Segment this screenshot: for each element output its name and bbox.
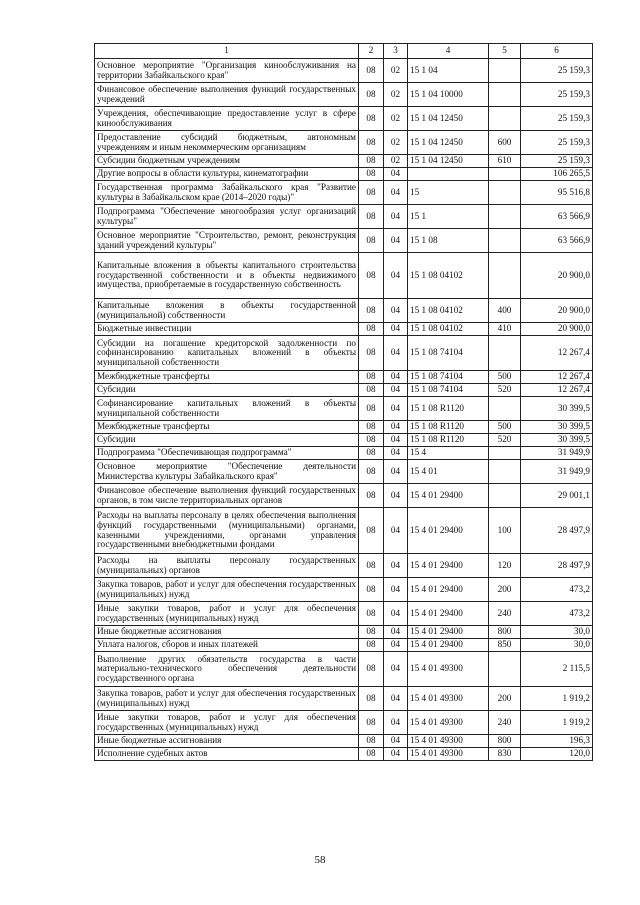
amount-cell: 30 399,5 (521, 434, 593, 447)
amount-cell: 31 949,9 (521, 447, 593, 460)
target-article-cell: 15 1 08 04102 (408, 323, 489, 336)
table-row (95, 83, 593, 107)
table-row (95, 687, 593, 711)
expense-type-cell (489, 652, 521, 687)
amount-cell: 25 159,3 (521, 59, 593, 83)
subsection-code-cell: 04 (384, 652, 408, 687)
column-header: 3 (384, 44, 408, 59)
table-row (95, 652, 593, 687)
column-header: 6 (521, 44, 593, 59)
expense-type-cell (489, 229, 521, 253)
section-code-cell: 08 (359, 336, 384, 371)
section-code-cell: 08 (359, 460, 384, 484)
subsection-code-cell: 04 (384, 735, 408, 748)
table-row (95, 371, 593, 384)
amount-cell: 25 159,3 (521, 131, 593, 155)
expense-type-cell (489, 168, 521, 181)
subsection-code-cell: 04 (384, 253, 408, 299)
table-row (95, 253, 593, 299)
subsection-code-cell: 04 (384, 181, 408, 205)
expense-type-cell: 520 (489, 434, 521, 447)
page-number: 58 (314, 854, 326, 866)
target-article-cell: 15 4 01 49300 (408, 711, 489, 735)
expense-type-cell: 830 (489, 748, 521, 761)
section-code-cell: 08 (359, 83, 384, 107)
table-row (95, 554, 593, 578)
target-article-cell: 15 4 01 29400 (408, 508, 489, 554)
expense-type-cell: 400 (489, 299, 521, 323)
target-article-cell: 15 1 08 04102 (408, 299, 489, 323)
subsection-code-cell: 04 (384, 434, 408, 447)
target-article-cell: 15 4 01 (408, 460, 489, 484)
amount-cell: 30,0 (521, 626, 593, 639)
expense-name-cell: Финансовое обеспечение выполнения функций государственных органов, в том числе территориальных органов (95, 484, 359, 508)
subsection-code-cell: 04 (384, 711, 408, 735)
subsection-code-cell: 04 (384, 299, 408, 323)
target-article-cell: 15 1 (408, 205, 489, 229)
expense-type-cell: 500 (489, 371, 521, 384)
target-article-cell: 15 1 04 (408, 59, 489, 83)
expense-name-cell: Другие вопросы в области культуры, кинематографии (95, 168, 359, 181)
section-code-cell: 08 (359, 397, 384, 421)
subsection-code-cell: 02 (384, 131, 408, 155)
subsection-code-cell: 04 (384, 578, 408, 602)
table-row (95, 578, 593, 602)
table-row (95, 748, 593, 761)
section-code-cell: 08 (359, 107, 384, 131)
expense-type-cell: 520 (489, 384, 521, 397)
amount-cell: 473,2 (521, 602, 593, 626)
target-article-cell: 15 4 01 29400 (408, 626, 489, 639)
section-code-cell: 08 (359, 508, 384, 554)
expense-name-cell: Софинансирование капитальных вложений в объекты муниципальной собственности (95, 397, 359, 421)
expense-name-cell: Исполнение судебных актов (95, 748, 359, 761)
section-code-cell: 08 (359, 434, 384, 447)
subsection-code-cell: 04 (384, 229, 408, 253)
expense-type-cell (489, 397, 521, 421)
expense-name-cell: Межбюджетные трансферты (95, 421, 359, 434)
section-code-cell: 08 (359, 735, 384, 748)
subsection-code-cell: 04 (384, 554, 408, 578)
section-code-cell: 08 (359, 59, 384, 83)
expense-name-cell: Учреждения, обеспечивающие предоставление услуг в сфере кинообслуживания (95, 107, 359, 131)
amount-cell: 28 497,9 (521, 508, 593, 554)
amount-cell: 20 900,0 (521, 323, 593, 336)
subsection-code-cell: 02 (384, 59, 408, 83)
expense-type-cell (489, 484, 521, 508)
target-article-cell: 15 4 01 49300 (408, 735, 489, 748)
expense-name-cell: Расходы на выплаты персоналу в целях обеспечения выполнения функций государственными (муниципальными) органами, казенными учреждениями, органами управления государственными внебюджетными фондами (95, 508, 359, 554)
table-row (95, 205, 593, 229)
expense-name-cell: Субсидии (95, 434, 359, 447)
expense-name-cell: Закупка товаров, работ и услуг для обеспечения государственных (муниципальных) нужд (95, 578, 359, 602)
subsection-code-cell: 04 (384, 421, 408, 434)
amount-cell: 31 949,9 (521, 460, 593, 484)
section-code-cell: 08 (359, 131, 384, 155)
column-header: 2 (359, 44, 384, 59)
section-code-cell: 08 (359, 181, 384, 205)
expense-type-cell (489, 253, 521, 299)
subsection-code-cell: 04 (384, 626, 408, 639)
target-article-cell: 15 4 01 29400 (408, 554, 489, 578)
expense-type-cell: 200 (489, 687, 521, 711)
subsection-code-cell: 04 (384, 460, 408, 484)
expense-name-cell: Финансовое обеспечение выполнения функций государственных учреждений (95, 83, 359, 107)
table-row (95, 181, 593, 205)
section-code-cell: 08 (359, 205, 384, 229)
target-article-cell (408, 168, 489, 181)
target-article-cell: 15 1 04 12450 (408, 155, 489, 168)
amount-cell: 28 497,9 (521, 554, 593, 578)
subsection-code-cell: 04 (384, 602, 408, 626)
target-article-cell: 15 1 08 (408, 229, 489, 253)
expense-type-cell (489, 181, 521, 205)
section-code-cell: 08 (359, 484, 384, 508)
expense-name-cell: Закупка товаров, работ и услуг для обеспечения государственных (муниципальных) нужд (95, 687, 359, 711)
column-header: 4 (408, 44, 489, 59)
amount-cell: 473,2 (521, 578, 593, 602)
expense-type-cell: 200 (489, 578, 521, 602)
table-header-row (95, 44, 593, 59)
table-row (95, 484, 593, 508)
section-code-cell: 08 (359, 447, 384, 460)
subsection-code-cell: 04 (384, 639, 408, 652)
target-article-cell: 15 1 04 10000 (408, 83, 489, 107)
subsection-code-cell: 04 (384, 484, 408, 508)
expense-name-cell: Государственная программа Забайкальского края "Развитие культуры в Забайкальском крае (2014–2020 годы)" (95, 181, 359, 205)
section-code-cell: 08 (359, 602, 384, 626)
expense-name-cell: Капитальные вложения в объекты государственной (муниципальной) собственности (95, 299, 359, 323)
section-code-cell: 08 (359, 639, 384, 652)
subsection-code-cell: 04 (384, 168, 408, 181)
subsection-code-cell: 02 (384, 83, 408, 107)
section-code-cell: 08 (359, 371, 384, 384)
amount-cell: 1 919,2 (521, 711, 593, 735)
expense-name-cell: Капитальные вложения в объекты капитального строительства государственной собственности и в объекты недвижимого имущества, приобретаемые в государственную собственность (95, 253, 359, 299)
table-row (95, 384, 593, 397)
target-article-cell: 15 4 01 29400 (408, 484, 489, 508)
amount-cell: 63 566,9 (521, 205, 593, 229)
amount-cell: 12 267,4 (521, 371, 593, 384)
table-row (95, 626, 593, 639)
table-row (95, 59, 593, 83)
section-code-cell: 08 (359, 229, 384, 253)
amount-cell: 12 267,4 (521, 336, 593, 371)
expense-type-cell: 800 (489, 735, 521, 748)
target-article-cell: 15 1 04 12450 (408, 107, 489, 131)
table-row (95, 397, 593, 421)
expense-type-cell: 120 (489, 554, 521, 578)
amount-cell: 20 900,0 (521, 253, 593, 299)
amount-cell: 25 159,3 (521, 155, 593, 168)
expense-type-cell (489, 205, 521, 229)
amount-cell: 106 265,5 (521, 168, 593, 181)
target-article-cell: 15 4 01 49300 (408, 687, 489, 711)
table-row (95, 323, 593, 336)
table-row (95, 131, 593, 155)
subsection-code-cell: 04 (384, 384, 408, 397)
expense-name-cell: Бюджетные инвестиции (95, 323, 359, 336)
expense-name-cell: Иные бюджетные ассигнования (95, 735, 359, 748)
expense-type-cell (489, 336, 521, 371)
target-article-cell: 15 1 08 74104 (408, 371, 489, 384)
expense-type-cell (489, 107, 521, 131)
column-header: 5 (489, 44, 521, 59)
expense-name-cell: Основное мероприятие "Обеспечение деятельности Министерства культуры Забайкальского края" (95, 460, 359, 484)
expense-type-cell: 610 (489, 155, 521, 168)
section-code-cell: 08 (359, 155, 384, 168)
table-row (95, 434, 593, 447)
expense-type-cell (489, 447, 521, 460)
target-article-cell: 15 1 08 04102 (408, 253, 489, 299)
amount-cell: 1 919,2 (521, 687, 593, 711)
section-code-cell: 08 (359, 652, 384, 687)
expense-name-cell: Уплата налогов, сборов и иных платежей (95, 639, 359, 652)
section-code-cell: 08 (359, 384, 384, 397)
subsection-code-cell: 04 (384, 397, 408, 421)
expense-name-cell: Субсидии бюджетным учреждениям (95, 155, 359, 168)
subsection-code-cell: 02 (384, 107, 408, 131)
expense-name-cell: Иные бюджетные ассигнования (95, 626, 359, 639)
target-article-cell: 15 4 (408, 447, 489, 460)
expense-name-cell: Межбюджетные трансферты (95, 371, 359, 384)
amount-cell: 2 115,5 (521, 652, 593, 687)
target-article-cell: 15 1 04 12450 (408, 131, 489, 155)
section-code-cell: 08 (359, 554, 384, 578)
expense-name-cell: Основное мероприятие "Организация кинообслуживания на территории Забайкальского края" (95, 59, 359, 83)
amount-cell: 25 159,3 (521, 83, 593, 107)
section-code-cell: 08 (359, 578, 384, 602)
table-row (95, 155, 593, 168)
expense-name-cell: Предоставление субсидий бюджетным, автономным учреждениям и иным некоммерческим организациям (95, 131, 359, 155)
amount-cell: 63 566,9 (521, 229, 593, 253)
section-code-cell: 08 (359, 748, 384, 761)
target-article-cell: 15 1 08 74104 (408, 384, 489, 397)
amount-cell: 30,0 (521, 639, 593, 652)
expense-type-cell: 850 (489, 639, 521, 652)
amount-cell: 95 516,8 (521, 181, 593, 205)
table-row (95, 447, 593, 460)
subsection-code-cell: 04 (384, 687, 408, 711)
amount-cell: 120,0 (521, 748, 593, 761)
subsection-code-cell: 04 (384, 447, 408, 460)
section-code-cell: 08 (359, 421, 384, 434)
amount-cell: 30 399,5 (521, 397, 593, 421)
subsection-code-cell: 04 (384, 508, 408, 554)
table-row (95, 336, 593, 371)
table-row (95, 460, 593, 484)
target-article-cell: 15 4 01 49300 (408, 652, 489, 687)
table-row (95, 508, 593, 554)
section-code-cell: 08 (359, 323, 384, 336)
target-article-cell: 15 1 08 R1120 (408, 434, 489, 447)
table-row (95, 735, 593, 748)
table-row (95, 421, 593, 434)
section-code-cell: 08 (359, 687, 384, 711)
expense-type-cell: 240 (489, 602, 521, 626)
expense-type-cell: 800 (489, 626, 521, 639)
subsection-code-cell: 04 (384, 205, 408, 229)
expense-type-cell: 600 (489, 131, 521, 155)
amount-cell: 30 399,5 (521, 421, 593, 434)
expense-name-cell: Подпрограмма "Обеспечивающая подпрограмма" (95, 447, 359, 460)
section-code-cell: 08 (359, 299, 384, 323)
amount-cell: 12 267,4 (521, 384, 593, 397)
section-code-cell: 08 (359, 253, 384, 299)
section-code-cell: 08 (359, 168, 384, 181)
amount-cell: 20 900,0 (521, 299, 593, 323)
target-article-cell: 15 4 01 29400 (408, 639, 489, 652)
table-row (95, 711, 593, 735)
expense-type-cell (489, 83, 521, 107)
amount-cell: 25 159,3 (521, 107, 593, 131)
subsection-code-cell: 04 (384, 748, 408, 761)
table-row (95, 168, 593, 181)
subsection-code-cell: 02 (384, 155, 408, 168)
amount-cell: 29 001,1 (521, 484, 593, 508)
subsection-code-cell: 04 (384, 371, 408, 384)
target-article-cell: 15 4 01 49300 (408, 748, 489, 761)
table-row (95, 639, 593, 652)
column-header: 1 (95, 44, 359, 59)
budget-table (94, 43, 593, 761)
expense-type-cell (489, 59, 521, 83)
subsection-code-cell: 04 (384, 323, 408, 336)
target-article-cell: 15 (408, 181, 489, 205)
expense-name-cell: Подпрограмма "Обеспечение многообразия услуг организаций культуры" (95, 205, 359, 229)
expense-name-cell: Основное мероприятие "Строительство, ремонт, реконструкция зданий учреждений культуры" (95, 229, 359, 253)
target-article-cell: 15 1 08 R1120 (408, 421, 489, 434)
section-code-cell: 08 (359, 626, 384, 639)
table-row (95, 107, 593, 131)
target-article-cell: 15 1 08 R1120 (408, 397, 489, 421)
expense-type-cell (489, 460, 521, 484)
section-code-cell: 08 (359, 711, 384, 735)
target-article-cell: 15 1 08 74104 (408, 336, 489, 371)
expense-type-cell: 240 (489, 711, 521, 735)
expense-name-cell: Выполнение других обязательств государства в части материально-технического обеспечения деятельности государственного органа (95, 652, 359, 687)
expense-type-cell: 500 (489, 421, 521, 434)
expense-type-cell: 410 (489, 323, 521, 336)
amount-cell: 196,3 (521, 735, 593, 748)
table-row (95, 229, 593, 253)
subsection-code-cell: 04 (384, 336, 408, 371)
expense-type-cell: 100 (489, 508, 521, 554)
expense-name-cell: Субсидии на погашение кредиторской задолженности по софинансированию капитальных вложений в объекты муниципальной собственности (95, 336, 359, 371)
expense-name-cell: Расходы на выплаты персоналу государственных (муниципальных) органов (95, 554, 359, 578)
table-row (95, 602, 593, 626)
expense-name-cell: Иные закупки товаров, работ и услуг для обеспечения государственных (муниципальных) нужд (95, 602, 359, 626)
expense-name-cell: Иные закупки товаров, работ и услуг для обеспечения государственных (муниципальных) нужд (95, 711, 359, 735)
target-article-cell: 15 4 01 29400 (408, 578, 489, 602)
table-row (95, 299, 593, 323)
expense-name-cell: Субсидии (95, 384, 359, 397)
target-article-cell: 15 4 01 29400 (408, 602, 489, 626)
